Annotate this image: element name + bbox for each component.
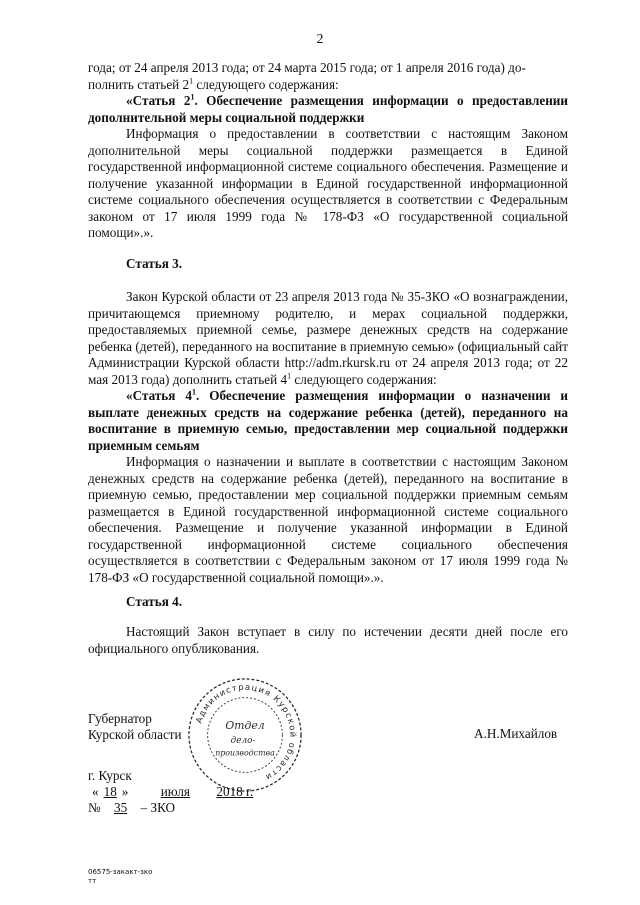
article-4-title: Статья 4. [126, 594, 183, 609]
official-stamp-icon [186, 676, 304, 794]
intro-line: года; от 24 апреля 2013 года; от 24 марта 2015 года; от 1 апреля 2016 года) до- [88, 60, 526, 75]
intro-line: полнить статьей $2^1$ следующего содержания: [88, 76, 339, 92]
governor-name: А.Н.Михайлов [474, 726, 558, 741]
svg-text:Отдел: Отдел [225, 719, 265, 733]
article-3-title: Статья 3. [126, 256, 183, 271]
page-number: 2 [316, 32, 324, 47]
article-3-para: Закон Курской области от 23 апреля 2013 года № 35-ЗКО «О вознаграждении, причитающемся приемному родителю, и мерах социальной поддержки, предоставляемых приемной семье, размере денежных средств на содержание ребенка (детей), переданного на воспитание в приемную семью» (официальный сайт Администрации Курской области http://adm.rkursk.ru от 24 апреля 2013 года; от 22 мая 2013 года) дополнить статьей $4^1$ следующего содержания: [88, 289, 568, 387]
place: г. Курск [88, 768, 132, 783]
intro-block [88, 60, 568, 242]
signing-date: « 18 » июля 2018 г. [92, 784, 254, 799]
article-4-body: Настоящий Закон вступает в силу по истечении десяти дней после его официального опубликования. [88, 624, 568, 656]
article-4-1-heading: «Статья $4^1$. Обеспечение размещения информации о назначении и выплате денежных средств на содержание ребенка (детей), переданного на воспитание в приемную семью, предоставлении мер социальной поддержки приемным семьям [88, 387, 569, 453]
governor-title: Губернатор Курской области [88, 711, 182, 742]
article-2-1-heading: «Статья $2^1$. Обеспечение размещения информации о предоставлении дополнительной меры социальной поддержки [88, 92, 568, 125]
article-4-1-body: Информация о назначении и выплате в соответствии с настоящим Законом денежных средств на содержание ребенка (детей), переданного на воспитание в приемную семью, предоставлении мер социальной поддержки приемным семьям размещается в Единой государственной информационной системе социального обеспечения. Размещение и получение указанной информации в Единой государственной информационной системе социального обеспечения осуществляется в соответствии с Федеральным законом от 17 июля 1999 года № 178-ФЗ «О государственной социальной помощи».». [88, 454, 568, 585]
svg-text:производства: производства [215, 748, 275, 758]
article-3-block [88, 289, 568, 586]
svg-text:дело-: дело- [230, 735, 256, 746]
svg-text:Администрация Курской области: Администрация Курской области [193, 681, 299, 784]
article-4-block [88, 624, 568, 657]
law-number: № 35 – ЗКО [88, 800, 176, 815]
article-2-1-body: Информация о предоставлении в соответствии с настоящим Законом дополнительной меры социальной поддержки размещается в Единой государственной информационной системе социального обеспечения. Размещение и получение указанной информации в Единой государственной информационной системе социального обеспечения осуществляется в соответствии с Федеральным законом от 17 июля 1999 года № 178-ФЗ «О государственной социальной помощи».». [88, 126, 568, 240]
footer-code: 06575-закакт-зко тт [88, 868, 153, 885]
